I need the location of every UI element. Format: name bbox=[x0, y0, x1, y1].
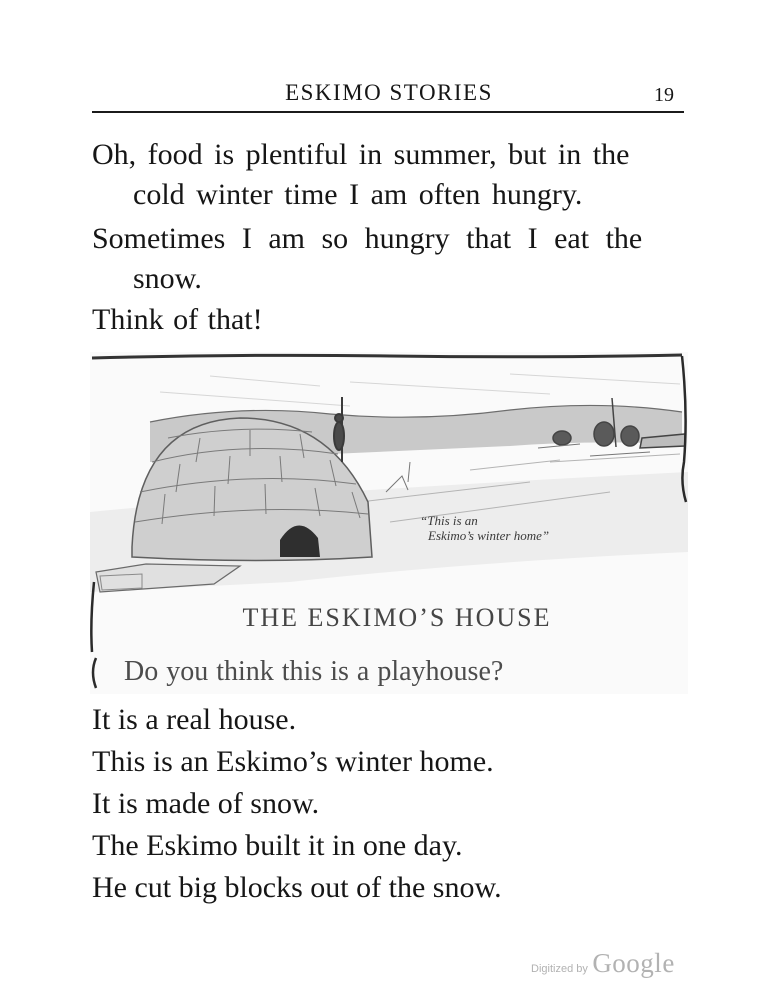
running-title: ESKIMO STORIES bbox=[285, 80, 493, 105]
text-line: Think of that! bbox=[92, 303, 263, 336]
header-rule bbox=[92, 111, 684, 113]
illustration-caption bbox=[420, 513, 620, 543]
caption-line: Eskimo’s winter home” bbox=[428, 528, 550, 543]
plate-question: Do you think this is a playhouse? bbox=[124, 656, 504, 687]
text-line: It is a real house. bbox=[92, 703, 297, 736]
text-line: The Eskimo built it in one day. bbox=[92, 829, 463, 862]
body-text bbox=[92, 699, 692, 909]
page-number: 19 bbox=[654, 84, 674, 106]
text-line: snow. bbox=[133, 262, 202, 295]
plate-title: THE ESKIMO’S HOUSE bbox=[242, 603, 552, 632]
paragraph-think bbox=[92, 300, 692, 340]
text-line: cold winter time I am often hungry. bbox=[133, 178, 583, 211]
igloo-illustration bbox=[90, 352, 688, 694]
text-line: It is made of snow. bbox=[92, 787, 320, 820]
text-line: Oh, food is plentiful in summer, but in the bbox=[92, 138, 630, 171]
paragraph-food bbox=[92, 135, 692, 215]
caption-line: “This is an bbox=[420, 513, 478, 528]
watermark-prefix: Digitized by bbox=[531, 963, 588, 975]
text-line: Sometimes I am so hungry that I eat the bbox=[92, 222, 643, 255]
digitized-watermark bbox=[531, 948, 675, 979]
paragraph-hungry bbox=[92, 219, 692, 299]
text-line: This is an Eskimo’s winter home. bbox=[92, 745, 494, 778]
text-line: He cut big blocks out of the snow. bbox=[92, 871, 502, 904]
watermark-brand: Google bbox=[592, 948, 675, 978]
